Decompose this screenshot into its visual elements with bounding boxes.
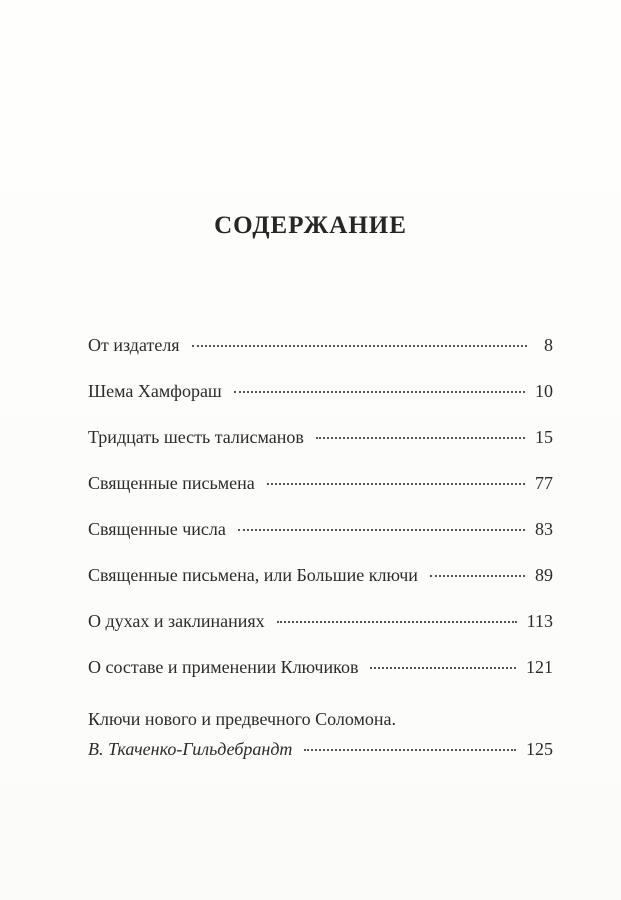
toc-entry-page: 83 <box>535 519 553 539</box>
toc-entry-small-keys <box>88 657 553 703</box>
toc-entry-page: 77 <box>535 473 553 493</box>
toc-entry-label: Священные числа <box>88 519 226 539</box>
toc-entry-page: 113 <box>526 611 553 631</box>
toc-entry-label: Ключи нового и предвечного Соломона. <box>88 709 397 729</box>
table-of-contents <box>88 335 553 785</box>
toc-entry-label: О духах и заклинаниях <box>88 611 265 631</box>
toc-entry-author: В. Ткаченко-Гильдебрандт <box>88 739 293 759</box>
dot-leader <box>267 483 525 485</box>
dot-leader <box>430 575 525 577</box>
toc-entry-great-keys <box>88 565 553 611</box>
dot-leader <box>316 437 525 439</box>
toc-entry-sacred-letters <box>88 473 553 519</box>
toc-entry-spirits <box>88 611 553 657</box>
toc-entry-talismans <box>88 427 553 473</box>
toc-entry-label: Священные письмена, или Большие ключи <box>88 565 418 585</box>
toc-entry-page: 121 <box>526 657 553 677</box>
dot-leader <box>238 529 525 531</box>
toc-entry-sacred-numbers <box>88 519 553 565</box>
toc-entry-shema <box>88 381 553 427</box>
toc-entry-author-line <box>88 739 553 785</box>
toc-entry-label: Тридцать шесть талисманов <box>88 427 304 447</box>
dot-leader <box>192 345 527 347</box>
dot-leader <box>277 621 517 623</box>
toc-entry-solomon <box>88 709 553 785</box>
toc-entry-page: 8 <box>544 335 553 355</box>
page-title: СОДЕРЖАНИЕ <box>214 212 407 239</box>
toc-entry-label: От издателя <box>88 335 180 355</box>
toc-entry-publisher <box>88 335 553 381</box>
dot-leader <box>304 749 516 751</box>
toc-entry-label: Священные письмена <box>88 473 255 493</box>
dot-leader <box>234 391 525 393</box>
toc-entry-page: 89 <box>535 565 553 585</box>
toc-entry-label: О составе и применении Ключиков <box>88 657 359 677</box>
toc-entry-page: 125 <box>526 739 553 759</box>
toc-entry-page: 15 <box>535 427 553 447</box>
toc-entry-label: Шема Хамфораш <box>88 381 222 401</box>
dot-leader <box>370 667 516 669</box>
toc-entry-page: 10 <box>535 381 553 401</box>
